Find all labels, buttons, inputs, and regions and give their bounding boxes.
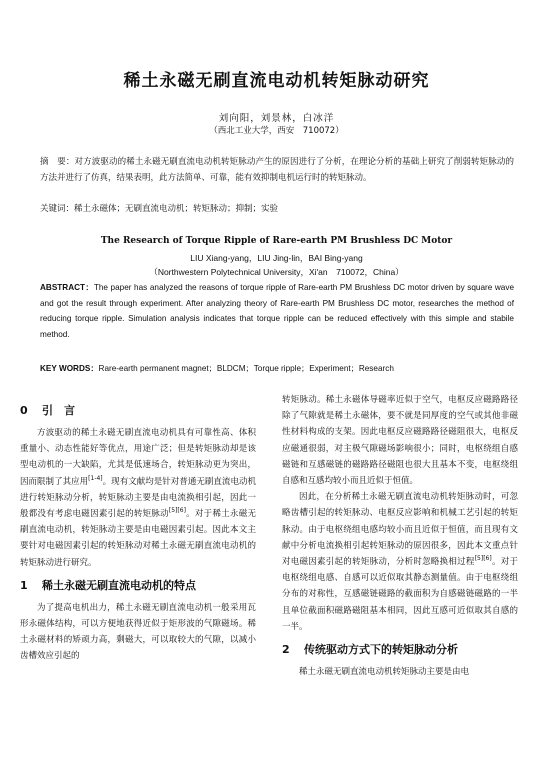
paragraph-text: 。现有文献均是针对普通无刷直流电动机进行转矩脉动分析，转矩脉动主要是由电流换相引起，因此一般都没有考虑电磁因素引起的转矩脉动 [20,476,256,520]
section-number: 1 [20,578,28,592]
paragraph: 稀土永磁无刷直流电动机转矩脉动主要是由电 [299,667,470,678]
abstract-en [40,280,514,342]
keywords-en [40,362,514,376]
section-title: 稀土永磁无刷直流电动机的特点 [42,578,196,592]
keywords-label: 关键词： [40,204,75,214]
abstract-en-text: The paper has analyzed the reasons of torque ripple of Rare-earth PM Brushless DC motor driven by square wave and got the result through experiment. After analyzing theory of Rare-earth PM Brushless DC motor, researches the method of reducing torque ripple. Simulation analysis indicates that torque ripple can be reduced effectively with this simple and stabile method. [40,283,515,339]
left-column [20,396,256,665]
authors-en: LIU Xiang-yang，LIU Jing-lin，BAI Bing-yang [190,253,363,263]
section-number: 2 [282,643,290,657]
keywords-cn [40,202,514,216]
paragraph: 为了提高电机出力，稀土永磁无刷直流电动机一般采用瓦形永磁体结构，可以方便地获得近似于矩形波的气隙磁场。稀土永磁材料的矫顽力高，剩磁大，可以取较大的气隙，以减小齿槽效应引起的 [20,602,256,662]
paragraph [282,489,518,635]
citation: [5][6] [474,555,492,563]
section-heading-intro [20,403,256,419]
affiliation-en: （Northwestern Polytechnical University，Xi'an 710072，China） [149,267,404,277]
abstract-en-label: ABSTRACT： [40,283,94,292]
section-number: 0 [20,404,28,417]
paragraph-text: 。对于电枢绕组电感、自感可以近似取其静态测量值。由于电枢绕组分布的对称性，互感磁链磁路的截面积为自感磁链磁路的一半且单位截面积磁路磁阻基本相同，因此互感可近似取其自感的一半。 [282,557,518,632]
keywords-en-text: Rare-earth permanent magnet；BLDCM；Torque ripple；Experiment；Research [98,364,394,373]
paragraph [20,425,256,571]
section-title: 引 言 [42,404,75,417]
paragraph-text: 因此，在分析稀土永磁无刷直流电动机转矩脉动时，可忽略齿槽引起的转矩脉动、电枢反应影响和机械工艺引起的转矩脉动。由于电枢绕组电感均较小而且近似于恒值，而且现有文献中分析电流换相引起转矩脉动的原因很多，因此本文重点针对电磁因素引起的转矩脉动，分析时忽略换相过程 [282,492,518,568]
paragraph-text: 方波驱动的稀土永磁无刷直流电动机具有可靠性高、体积重量小、动态性能好等优点，用途广泛；但是转矩脉动却是该型电动机的一大缺陷，尤其是低速场合，转矩脉动更为突出，因而限制了其应用 [20,428,256,487]
paper-title: 稀土永磁无刷直流电动机转矩脉动研究 [123,71,430,91]
abstract-cn [40,154,514,186]
authors: 刘向阳，刘景林，白冰洋 [218,113,335,124]
section-heading-features [20,578,256,594]
citation: [1-4] [88,474,103,482]
abstract-label: 摘 要： [40,157,75,167]
paragraph: 转矩脉动。稀土永磁体导磁率近似于空气，电枢反应磁路路径除了气隙就是稀土永磁体，要不就是同厚度的空气或其他非磁性材料构成的支架。因此电枢反应磁路路径磁阻很大，电枢反应磁通很弱，对主极气隙磁场影响很小；同时，电枢绕组自感磁链和互感磁链的磁路路径磁阻也很大且基本不变，电枢绕组自感和互感均较小而且近似于恒值。 [282,395,518,487]
affiliation: （西北工业大学，西安 710072） [209,126,344,136]
right-column [282,392,518,680]
abstract-text: 对方波驱动的稀土永磁无刷直流电动机转矩脉动产生的原因进行了分析，在理论分析的基础上研究了削弱转矩脉动的方法并进行了仿真，结果表明，此方法简单、可靠，能有效抑制电机运行时的转矩脉动。 [40,157,514,183]
keywords-en-label: KEY WORDS： [40,364,99,373]
section-title: 传统驱动方式下的转矩脉动分析 [304,643,458,657]
section-heading-analysis [282,642,518,658]
keywords-text: 稀土永磁体；无刷直流电动机；转矩脉动；抑制；实验 [74,204,279,214]
paragraph-text: 。对于稀土永磁无刷直流电动机，转矩脉动主要是由电磁因素引起。因此本文主要针对电磁因素引起的转矩脉动对稀土永磁无刷直流电动机的转矩脉动进行研究。 [20,509,256,568]
citation: [5][6] [168,507,186,515]
paper-title-en: The Research of Torque Ripple of Rare-earth PM Brushless DC Motor [100,236,453,246]
